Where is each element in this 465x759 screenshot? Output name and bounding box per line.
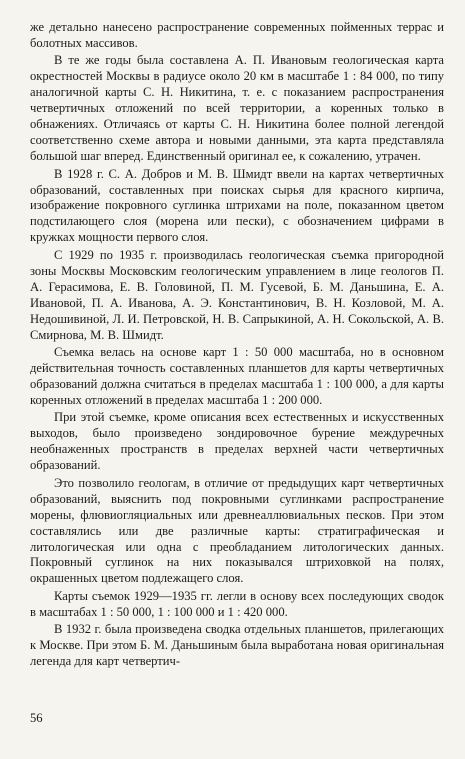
page-number: 56 [30,711,43,725]
paragraph-1932-summary: В 1932 г. была произведена сводка отдельных планшетов, прилегающих к Москве. При этом Б. М. Даньшиным была выработана новая оригинальная легенда для карт четвертич- [30,622,444,669]
paragraph-dobrov-shmidt: В 1928 г. С. А. Добров и М. В. Шмидт ввели на картах четвертичных образований, составленных при поисках сырья для красного кирпича, изображение покровного суглинка штрихами на поле, показанном цветом подстилающего слоя (морена или пески), с обозначением цифрами в кружках мощности первого слоя. [30,166,444,245]
paragraph-survey-scale: Съемка велась на основе карт 1 : 50 000 масштаба, но в основном действительная точность составленных планшетов для карты четвертичных образований должна считаться в пределах масштаба 1 : 100 000, а для карты коренных отложений в пределах масштаба 1 : 200 000. [30,345,444,407]
paragraph-survey-1929-1935: С 1929 по 1935 г. производилась геологическая съемка пригородной зоны Москвы Московским геологическим управлением в лице геологов П. А. Герасимова, Е. В. Головиной, П. М. Гусевой, Б. М. Даньшина, Е. А. Ивановой, П. А. Иванова, А. Э. Константинович, В. Н. Козловой, М. А. Недошивиной, Л. И. Петровской, Н. В. Сапрыкиной, А. Н. Сокольской, А. В. Смирнова, М. В. Шмидт. [30,247,444,342]
paragraph-continuation: же детально нанесено распространение современных пойменных террас и болотных массивов. [30,20,444,50]
paragraph-summaries: Карты съемок 1929—1935 гг. легли в основу всех последующих сводок в масштабах 1 : 50 000, 1 : 100 000 и 1 : 420 000. [30,588,444,619]
paragraph-maps-types: Это позволило геологам, в отличие от предыдущих карт четвертичных образований, выяснить под покровными суглинками распространение морены, флювиогляциальных или древнеаллювиальных песков. При этом составлялись или две различные карты: стратиграфическая и литологическая или одна с преобладанием литологических данных. Покровный суглинок на них показывался штриховкой на полях, окрашенных цветом подлежащего слоя. [30,475,444,586]
paragraph-ivanov-map: В те же годы была составлена А. П. Ивановым геологическая карта окрестностей Москвы в радиусе около 20 км в масштабе 1 : 84 000, по типу аналогичной карты С. Н. Никитина, т. е. с показанием распространения четвертичных отложений по всей территории, а коренных только в обнажениях. Отличаясь от карты С. Н. Никитина более полной легендой соответственно схеме автора и новыми данными, эта карта представляла большой шаг вперед. Единственный оригинал ее, к сожалению, утрачен. [30,53,444,164]
paragraph-drilling: При этой съемке, кроме описания всех естественных и искусственных выходов, было произведено зондировочное бурение междуречных необнаженных пространств в пределах верхней части четвертичных образований. [30,410,444,473]
body-text [30,20,444,670]
